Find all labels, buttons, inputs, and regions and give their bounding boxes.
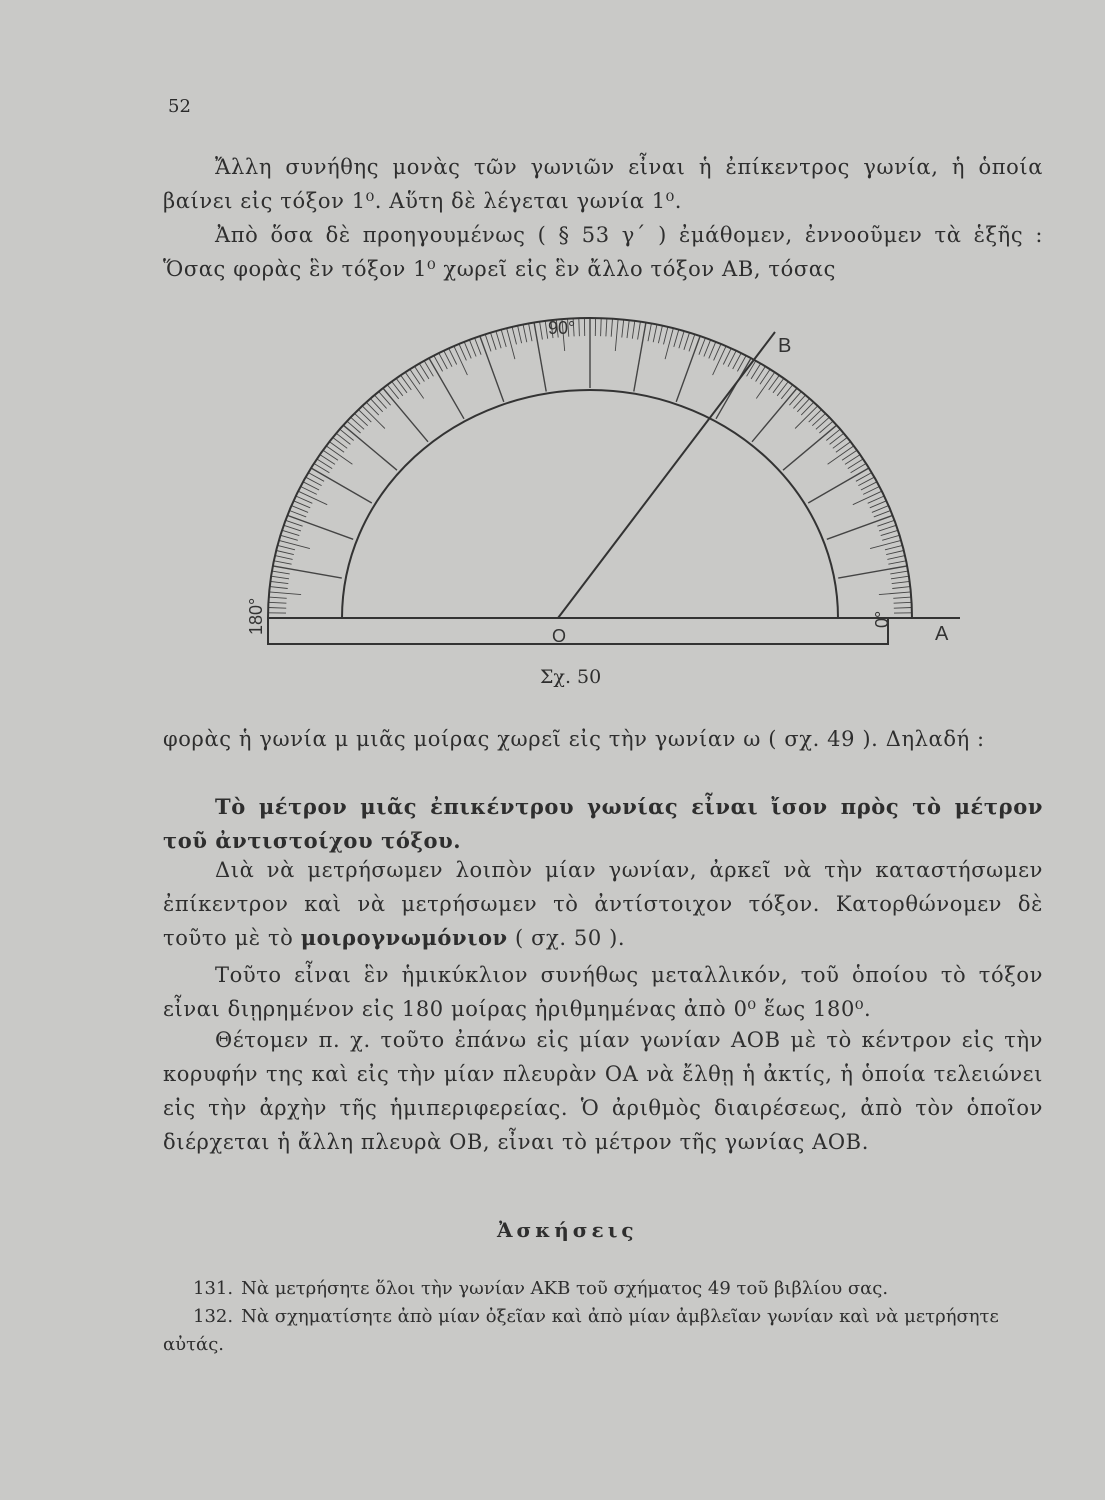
tick-159 — [289, 511, 306, 517]
tick-3 — [894, 602, 912, 603]
tick-10 — [838, 566, 907, 578]
tick-170 — [273, 566, 342, 578]
tick-69 — [699, 338, 706, 355]
tick-11 — [888, 561, 906, 564]
tick-66 — [714, 344, 721, 361]
tick-108 — [491, 333, 497, 350]
tick-43 — [812, 413, 825, 425]
tick-68 — [704, 340, 711, 357]
exercise-131: 131. Νὰ μετρήσητε ὅλοι τὴν γωνίαν ΑΚΒ τοῦ σχήματος 49 τοῦ βιβλίου σας. — [193, 1278, 889, 1299]
tick-107 — [496, 331, 501, 348]
label-A: A — [935, 623, 949, 645]
tick-67 — [709, 342, 716, 359]
tick-99 — [540, 322, 543, 340]
tick-138 — [351, 417, 364, 429]
tick-127 — [396, 378, 407, 392]
tick-139 — [347, 421, 361, 433]
tick-111 — [475, 338, 482, 355]
p5-bold-term: μοιρογνωμόνιον — [300, 925, 508, 950]
tick-112 — [469, 340, 476, 357]
tick-8 — [891, 576, 909, 579]
tick-178 — [268, 608, 286, 609]
tick-53 — [773, 378, 784, 392]
tick-14 — [885, 545, 902, 549]
tick-39 — [826, 429, 840, 440]
tick-47 — [797, 399, 809, 412]
tick-65 — [713, 346, 727, 375]
tick-81 — [638, 322, 641, 340]
tick-36 — [836, 442, 851, 453]
body-paragraph-3: φορὰς ἡ γωνία μ μιᾶς μοίρας χωρεῖ εἰς τὴν γωνίαν ω ( σχ. 49 ). Δηλαδή : — [163, 727, 985, 751]
protractor-figure — [230, 310, 990, 710]
tick-166 — [278, 545, 295, 549]
protractor-base — [268, 618, 888, 644]
tick-72 — [684, 333, 690, 350]
tick-150 — [311, 468, 372, 503]
tick-129 — [387, 385, 398, 399]
tick-12 — [887, 556, 905, 560]
p5-start: Διὰ νὰ μετρήσωμεν λοιπὸν μίαν γωνίαν, ἀρκεῖ νὰ τὴν καταστήσωμεν ἐπίκεντρον καὶ νὰ μετρήσωμεν τὸ ἀντίστοιχον τόξον. Κατορθώνομεν δὲ τοῦτο μὲ τὸ — [163, 858, 1043, 950]
tick-44 — [809, 410, 822, 423]
tick-176 — [269, 597, 287, 598]
tick-106 — [501, 330, 506, 347]
tick-82 — [632, 321, 635, 339]
body-paragraph-5 — [163, 853, 1043, 955]
tick-38 — [830, 433, 844, 444]
tick-86 — [611, 319, 612, 337]
tick-33 — [845, 455, 860, 465]
tick-54 — [769, 375, 780, 390]
tick-76 — [664, 327, 668, 345]
tick-173 — [270, 581, 288, 583]
tick-77 — [658, 326, 662, 344]
label-90: 90° — [548, 318, 576, 338]
tick-21 — [874, 511, 891, 517]
tick-160 — [287, 515, 353, 539]
tick-84 — [622, 320, 624, 338]
tick-4 — [893, 597, 911, 598]
tick-22 — [872, 506, 889, 513]
tick-161 — [286, 520, 303, 526]
tick-147 — [320, 455, 335, 465]
tick-74 — [674, 330, 679, 347]
tick-49 — [789, 392, 801, 406]
body-paragraph-6: Τοῦτο εἶναι ἓν ἡμικύκλιον συνήθως μεταλλικόν, τοῦ ὁποίου τὸ τόξον εἶναι διῃρημένον εἰς 180 μοίρας ἠριθμημένας ἀπὸ 0⁰ ἕως 180⁰. — [163, 963, 1043, 1021]
tick-78 — [653, 325, 657, 343]
tick-13 — [886, 551, 904, 555]
protractor-inner-arc — [342, 390, 838, 618]
tick-174 — [270, 587, 288, 589]
label-180: 180° — [246, 597, 266, 635]
body-paragraph-7: Θέτομεν π. χ. τοῦτο ἐπάνω εἰς μίαν γωνίαν ΑΟΒ μὲ τὸ κέντρον εἰς τὴν κορυφήν της καὶ εἰς τὴν μίαν πλευρὰν ΟΑ νὰ ἔλθῃ ἡ ἀκτίς, ἡ ὁποία τελειώνει εἰς τὴν ἀρχὴν τῆς ἡμιπεριφερείας. Ὁ ἀριθμὸς διαιρέσεως, ἀπὸ τὸν ὁποῖον διέρχεται ἡ ἄλλη πλευρὰ ΟΒ, εἶναι τὸ μέτρον τῆς γωνίας ΑΟΒ. — [163, 1028, 1043, 1154]
tick-167 — [276, 551, 294, 555]
tick-146 — [323, 450, 338, 460]
tick-177 — [268, 602, 286, 603]
tick-133 — [370, 399, 382, 412]
tick-16 — [882, 535, 899, 540]
tick-87 — [606, 318, 607, 336]
tick-30 — [808, 468, 869, 503]
exercises-heading: Ἀσκήσεις — [497, 1218, 638, 1242]
tick-85 — [615, 319, 618, 351]
tick-158 — [291, 506, 308, 513]
tick-171 — [272, 571, 290, 574]
tick-6 — [892, 587, 910, 589]
tick-128 — [392, 382, 403, 396]
tick-103 — [518, 326, 522, 344]
tick-71 — [689, 334, 695, 351]
intro-paragraph-2: Ἀπὸ ὅσα δὲ προηγουμένως ( § 53 γ΄ ) ἐμάθομεν, ἐννοοῦμεν τὰ ἑξῆς : Ὅσας φορὰς ἓν τόξον 1⁰ χωρεῖ εἰς ἓν ἄλλο τόξον ΑΒ, τόσας — [163, 223, 1043, 281]
tick-37 — [833, 438, 847, 449]
tick-41 — [819, 421, 833, 433]
figure-caption: Σχ. 50 — [540, 666, 602, 688]
tick-100 — [534, 323, 546, 392]
tick-162 — [284, 525, 301, 531]
tick-115 — [454, 346, 468, 375]
tick-155 — [298, 491, 327, 505]
tick-102 — [523, 325, 527, 343]
tick-79 — [648, 324, 651, 342]
page-number: 52 — [168, 96, 191, 117]
p5-end: ( σχ. 50 ). — [515, 926, 626, 950]
tick-141 — [340, 429, 354, 440]
tick-168 — [275, 556, 293, 560]
tick-144 — [330, 442, 345, 453]
tick-104 — [512, 327, 516, 345]
tick-5 — [879, 592, 911, 595]
tick-46 — [801, 402, 814, 415]
tick-132 — [375, 395, 387, 408]
tick-134 — [366, 402, 379, 415]
tick-18 — [879, 525, 896, 531]
tick-114 — [459, 344, 466, 361]
tick-9 — [890, 571, 908, 574]
definition-bold: Τὸ μέτρον μιᾶς ἐπικέντρου γωνίας εἶναι ἴσον πρὸς τὸ μέτρον τοῦ ἀντιστοίχου τόξου. — [163, 794, 1043, 853]
tick-164 — [281, 535, 298, 540]
tick-131 — [379, 392, 391, 406]
tick-137 — [355, 413, 368, 425]
tick-19 — [877, 520, 894, 526]
tick-42 — [816, 417, 829, 429]
tick-92 — [579, 318, 580, 336]
tick-34 — [842, 450, 857, 460]
tick-130 — [383, 388, 428, 442]
protractor-ticks — [268, 318, 912, 618]
tick-20 — [827, 515, 893, 539]
tick-157 — [294, 501, 311, 508]
tick-126 — [401, 375, 412, 390]
tick-175 — [269, 592, 301, 595]
tick-101 — [529, 324, 532, 342]
tick-52 — [777, 382, 788, 396]
tick-17 — [881, 530, 898, 535]
tick-136 — [358, 410, 371, 423]
tick-143 — [333, 438, 347, 449]
label-O: O — [552, 626, 567, 646]
label-0: 0° — [872, 610, 892, 628]
tick-2 — [894, 608, 912, 609]
tick-23 — [870, 501, 887, 508]
tick-80 — [634, 323, 646, 392]
tick-142 — [336, 433, 350, 444]
intro-paragraph-1: Ἄλλη συνήθης μονὰς τῶν γωνιῶν εἶναι ἡ ἐπίκεντρος γωνία, ἡ ὁποία βαίνει εἰς τόξον 1⁰. Αὕτη δὲ λέγεται γωνία 1⁰. — [163, 155, 1043, 213]
tick-56 — [760, 369, 770, 384]
tick-50 — [752, 388, 797, 442]
tick-73 — [679, 331, 684, 348]
tick-51 — [781, 385, 792, 399]
tick-124 — [410, 369, 420, 384]
tick-88 — [601, 318, 602, 336]
label-B: B — [778, 335, 792, 357]
tick-83 — [627, 320, 629, 338]
tick-109 — [485, 334, 491, 351]
tick-48 — [793, 395, 805, 408]
tick-169 — [274, 561, 292, 564]
tick-163 — [282, 530, 299, 535]
tick-172 — [271, 576, 289, 579]
tick-113 — [464, 342, 471, 359]
exercise-132: 132. Νὰ σχηματίσητε ἀπὸ μίαν ὀξεῖαν καὶ ἀπὸ μίαν ἀμβλεῖαν γωνίαν καὶ νὰ μετρήσητε αὐτάς. — [163, 1306, 999, 1355]
tick-7 — [892, 581, 910, 583]
tick-25 — [853, 491, 882, 505]
